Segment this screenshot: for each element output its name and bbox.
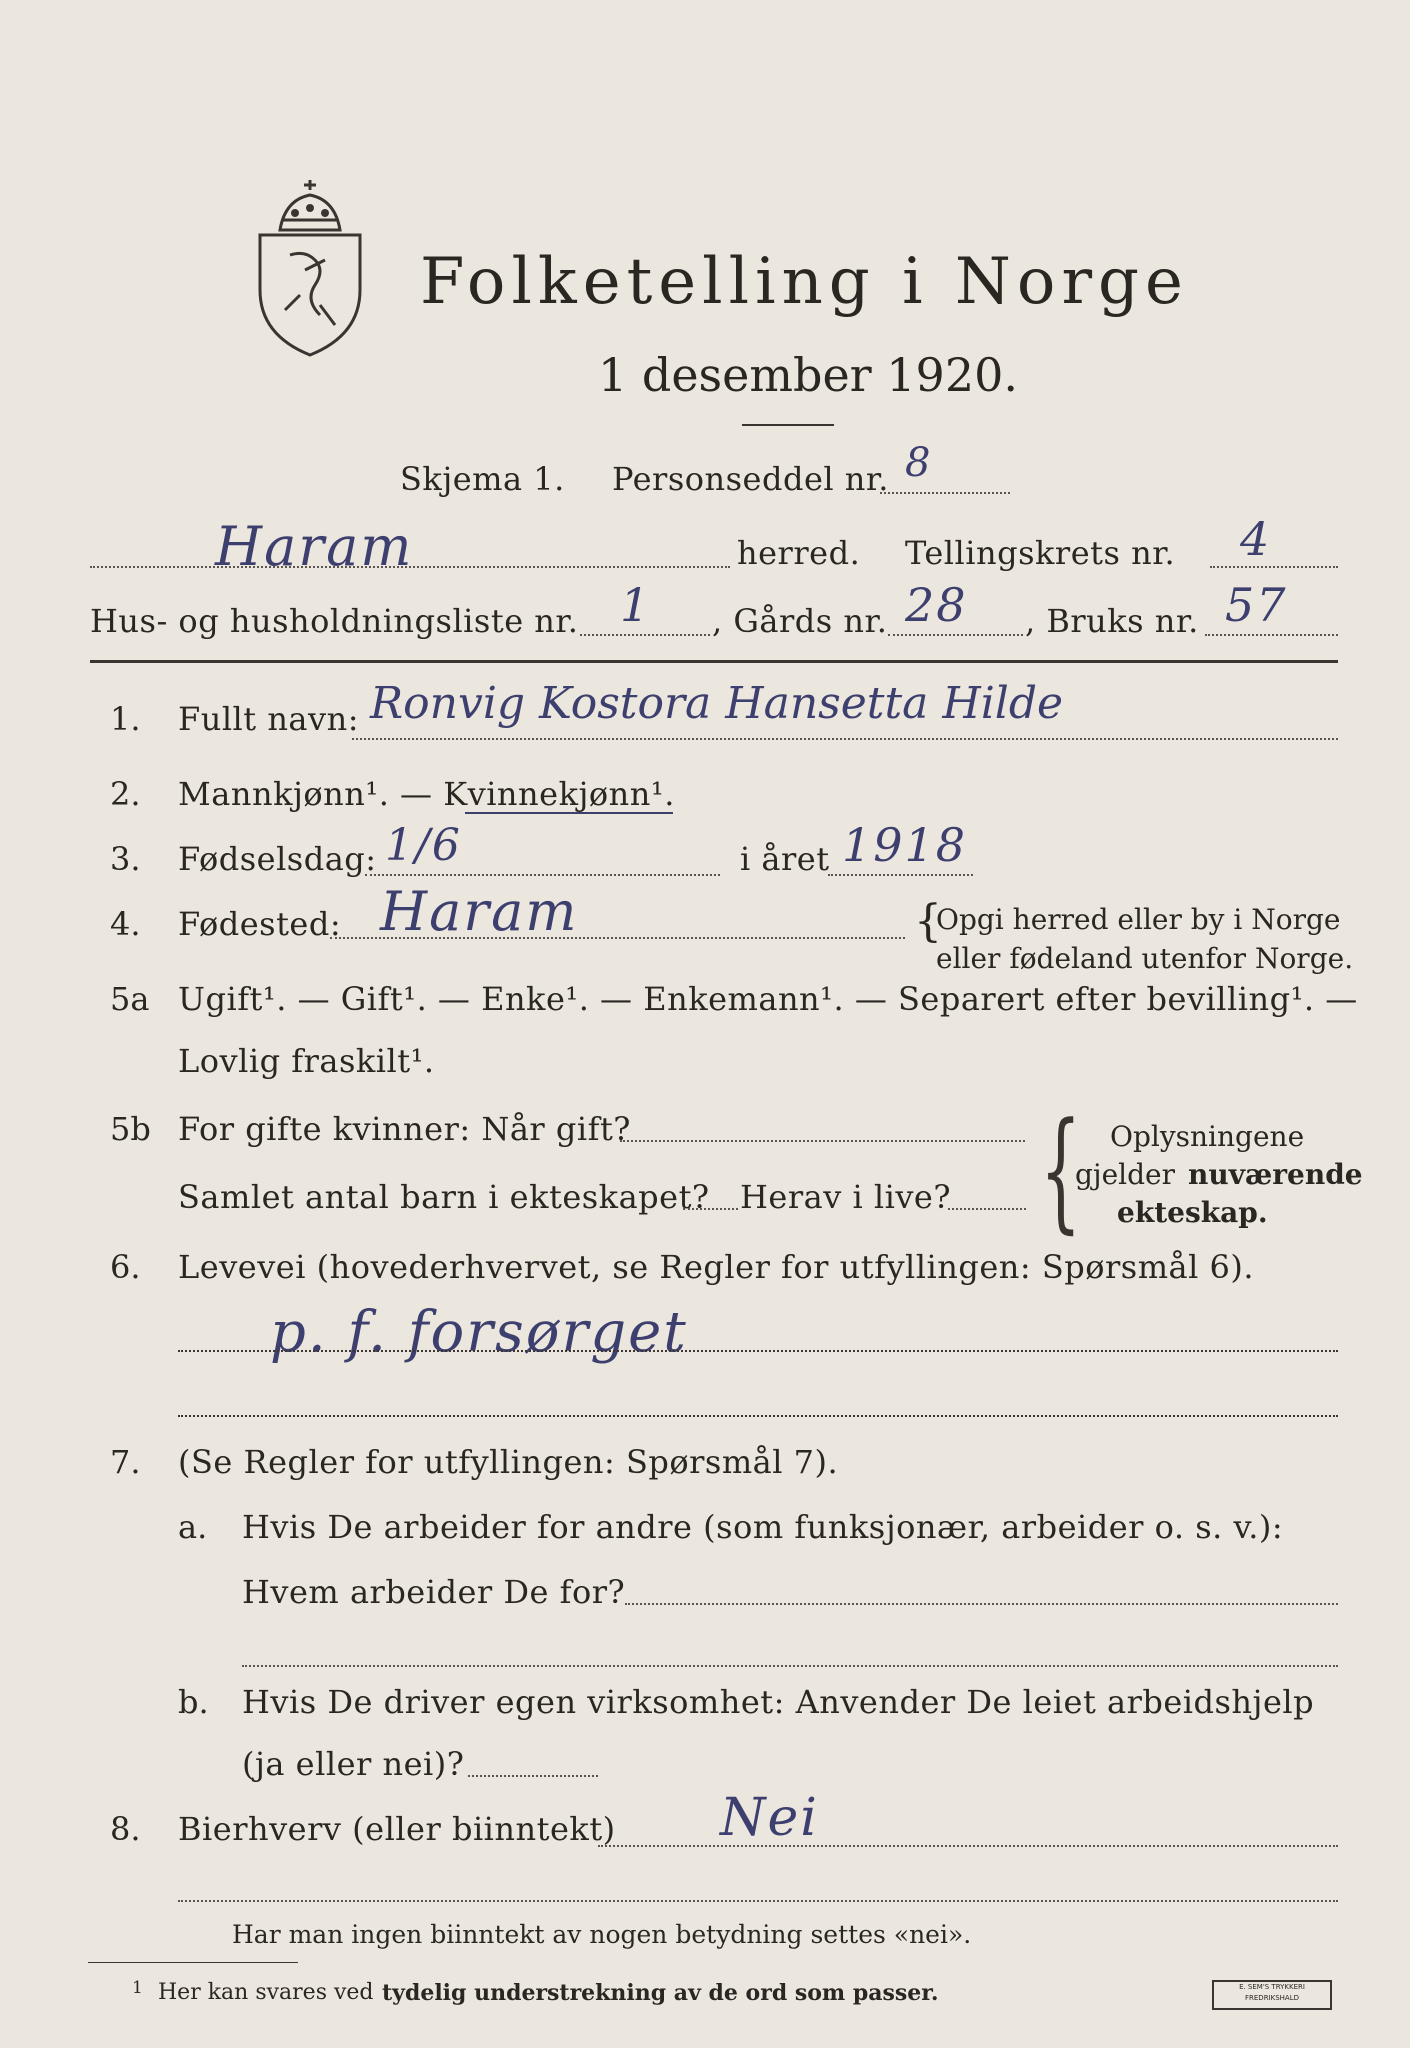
q4-number: 4. — [110, 905, 141, 943]
q7a-number: a. — [178, 1508, 208, 1546]
q2-number: 2. — [110, 775, 141, 813]
q7b-line2: (ja eller nei)? — [242, 1745, 465, 1783]
side-income-value: Nei — [720, 1788, 819, 1848]
skjema-label: Skjema 1. — [400, 460, 565, 498]
q4-note-2: eller fødeland utenfor Norge. — [936, 942, 1354, 975]
q4-note-1: Opgi herred eller by i Norge — [936, 903, 1341, 936]
census-form: Folketelling i Norge 1 desember 1920. Skjema 1. Personseddel nr. 8 Haram herred. Tellingskrets nr. 4 Hus- og husholdningsliste nr. 1 , Gårds nr. 28 , Bruks nr. 57 1. Fullt navn: Ronvig Kostora Hansetta Hilde 2. Mannkjønn¹. — Kvinnekjønn¹. 3. Fødselsdag: 1/6 i året 1918 4. Fødested: Haram { Opgi herred eller by i Norge eller fødeland utenfor Norge. 5a Ugift¹. — Gift¹. — Enke¹. — Enkemann¹. — Separert efter bevilling¹. — Lovlig fraskilt¹. 5b For gifte kvinner: Når gift? Samlet antal barn i ekteskapet? Herav i live? { Oplysningene gjelder nuværende ekteskap. 6. Levevei (hovederhvervet, se Regler for utfyllingen: Spørsmål 6). p. f. forsørget 7. (Se Regler for utfyllingen: Spørsmål 7). a. Hvis De arbeider for andre (som funksjonær, arbeider o. s. v.): Hvem arbeider De for? b. Hvis De driver egen virksomhet: Anvender De leiet arbeidshjelp (ja eller nei)? 8. Bierhverv (eller biinntekt) Nei Har man ingen biinntekt av nogen betydning settes «nei». 1 Her kan svares ved tydelig understrekning av de ord som passer. E. SEM'S TRYKKERI FREDRIKSHALD — [0, 0, 1410, 2048]
tellingskrets-label: Tellingskrets nr. — [905, 534, 1176, 572]
q6-label: Levevei (hovederhvervet, se Regler for utfyllingen: Spørsmål 6). — [178, 1248, 1255, 1286]
q5b-line2b: Herav i live? — [740, 1178, 952, 1216]
q5b-line1: For gifte kvinner: Når gift? — [178, 1110, 631, 1148]
personseddel-value: 8 — [905, 440, 933, 486]
q8-number: 8. — [110, 1810, 141, 1848]
printer-stamp: E. SEM'S TRYKKERI FREDRIKSHALD — [1212, 1980, 1332, 2010]
birthday-value: 1/6 — [385, 820, 462, 871]
q5b-line2: Samlet antal barn i ekteskapet? — [178, 1178, 710, 1216]
q5b-brace: { — [1040, 1094, 1082, 1246]
footer-note: Har man ingen biinntekt av nogen betydning settes «nei». — [232, 1920, 972, 1949]
q6-number: 6. — [110, 1248, 141, 1286]
birthplace-value: Haram — [380, 880, 579, 943]
q7a-line1: Hvis De arbeider for andre (som funksjonær, arbeider o. s. v.): — [242, 1508, 1284, 1546]
q5b-number: 5b — [110, 1110, 151, 1148]
q5b-note2b: nuværende — [1188, 1158, 1363, 1191]
herred-label: herred. — [737, 534, 861, 572]
q1-number: 1. — [110, 700, 141, 738]
page-title: Folketelling i Norge — [420, 245, 1189, 319]
herred-value: Haram — [215, 515, 414, 578]
bruks-label: , Bruks nr. — [1025, 602, 1199, 640]
q5b-note3: ekteskap. — [1117, 1196, 1268, 1229]
q7a-line2: Hvem arbeider De for? — [242, 1573, 626, 1611]
q7-number: 7. — [110, 1443, 141, 1481]
q4-label: Fødested: — [178, 905, 342, 943]
q2-label: Mannkjønn¹. — Kvinnekjønn¹. — [178, 775, 675, 813]
personseddel-label: Personseddel nr. — [612, 460, 889, 498]
q5a-number: 5a — [110, 980, 150, 1018]
q5a-line1: Ugift¹. — Gift¹. — Enke¹. — Enkemann¹. — Separert efter bevilling¹. — — [178, 980, 1358, 1018]
occupation-value: p. f. forsørget — [270, 1300, 688, 1365]
hus-label: Hus- og husholdningsliste nr. — [90, 602, 579, 640]
header-divider — [90, 660, 1338, 663]
q3-label: Fødselsdag: — [178, 840, 377, 878]
footnote-text-a: Her kan svares ved — [158, 1980, 374, 2005]
q7-label: (Se Regler for utfyllingen: Spørsmål 7). — [178, 1443, 839, 1481]
q7b-line1: Hvis De driver egen virksomhet: Anvender De leiet arbeidshjelp — [242, 1683, 1315, 1721]
hus-value: 1 — [620, 578, 652, 632]
kvinnekjonn-underline — [465, 812, 673, 814]
gards-label: , Gårds nr. — [712, 602, 888, 640]
footnote-number: 1 — [132, 1978, 143, 1998]
q5b-note1: Oplysningene — [1110, 1120, 1305, 1153]
q8-label: Bierhverv (eller biinntekt) — [178, 1810, 616, 1848]
bruks-value: 57 — [1225, 578, 1288, 632]
coat-of-arms-icon — [250, 175, 370, 360]
q5b-note2a: gjelder — [1075, 1158, 1176, 1191]
footnote-text-b: tydelig understrekning av de ord som passer. — [382, 1980, 939, 2006]
birth-year-value: 1918 — [842, 818, 968, 872]
title-rule — [742, 424, 834, 426]
q3-year-label: i året — [740, 840, 830, 878]
gards-value: 28 — [905, 578, 968, 632]
q7b-number: b. — [178, 1683, 209, 1721]
q3-number: 3. — [110, 840, 141, 878]
full-name-value: Ronvig Kostora Hansetta Hilde — [370, 678, 1064, 729]
q1-label: Fullt navn: — [178, 700, 359, 738]
census-date: 1 desember 1920. — [598, 348, 1018, 402]
tellingskrets-value: 4 — [1240, 512, 1272, 566]
q5a-line2: Lovlig fraskilt¹. — [178, 1042, 435, 1080]
